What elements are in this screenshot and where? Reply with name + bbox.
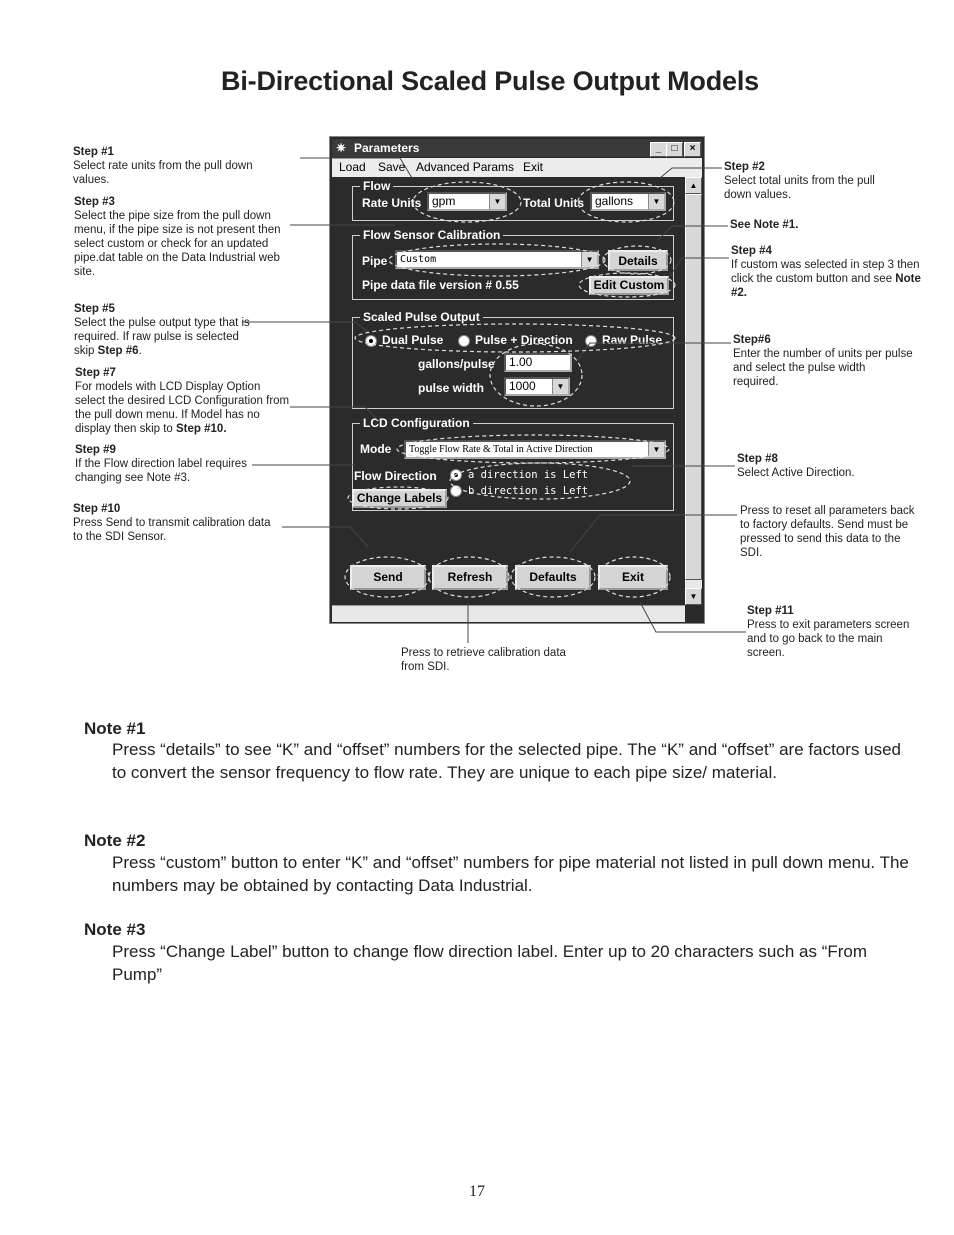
step7-heading: Step #7	[75, 367, 116, 379]
highlight-send	[345, 557, 429, 597]
step1-text: Select rate units from the pull down values.	[73, 160, 253, 186]
pipe-label: Pipe	[362, 254, 388, 268]
pulse-width-value: 1000	[509, 379, 536, 393]
total-units-value: gallons	[595, 194, 634, 208]
note3-text: Press “Change Label” button to change flow direction label. Enter up to 20 characters such as “From Pump”	[112, 942, 868, 984]
mode-value: Toggle Flow Rate & Total in Active Direction	[409, 444, 593, 455]
menu-save[interactable]: Save	[378, 160, 406, 174]
dual-pulse-label: Dual Pulse	[382, 333, 444, 347]
note1-text: Press “details” to see “K” and “offset” numbers for the selected pipe. The “K” and “offset” are factors used to convert the sensor frequency to flow rate. They are unique to each pipe size/ material.	[112, 740, 901, 782]
rate-units-value: gpm	[432, 194, 456, 208]
step1-heading: Step #1	[73, 146, 114, 158]
direction-a-label: a direction is Left	[468, 469, 589, 481]
highlight-change-labels	[348, 487, 448, 509]
step5-text: Select the pulse output type that is required. If raw pulse is selected skip	[74, 317, 250, 357]
highlight-defaults	[511, 557, 595, 597]
close-icon[interactable]: ×	[684, 142, 701, 157]
chevron-down-icon[interactable]: ▼	[648, 442, 664, 457]
gallons-per-pulse-input[interactable]: 1.00	[504, 353, 572, 372]
step11-text: Press to exit parameters screen and to go back to the main screen.	[747, 619, 910, 659]
chevron-down-icon[interactable]: ▼	[581, 252, 597, 267]
leader-line-step11	[640, 602, 746, 632]
leader-line-note1	[658, 226, 728, 240]
annotation-defaults: Press to reset all parameters back to factory defaults. Send must be pressed to send this data to the SDI.	[740, 505, 915, 559]
step6-text: Enter the number of units per pulse and select the pulse width required.	[733, 348, 913, 388]
highlight-direction	[450, 463, 630, 499]
sensor-group-label: Flow Sensor Calibration	[360, 228, 503, 242]
leader-line-step6	[578, 343, 731, 360]
step4-text: If custom was selected in step 3 then click the custom button and see	[731, 259, 920, 285]
raw-pulse-label: Raw Pulse	[602, 333, 663, 347]
note1-heading: Note #1	[84, 719, 146, 738]
step4-bold: Note #2.	[731, 273, 921, 299]
direction-b-label: b direction is Left	[468, 485, 589, 497]
mode-label: Mode	[360, 442, 392, 456]
menu-exit[interactable]: Exit	[523, 160, 544, 174]
step5-end: .	[138, 345, 142, 357]
maximize-icon[interactable]: □	[666, 142, 683, 157]
step3-heading: Step #3	[74, 196, 115, 208]
step3-text: Select the pipe size from the pull down menu, if the pipe size is not present then select custom or check for an updated pipe.dat table on the Data Industrial web site.	[74, 210, 281, 278]
step11-heading: Step #11	[747, 605, 794, 617]
page-title: Bi-Directional Scaled Pulse Output Models	[221, 66, 759, 96]
annotation-see-note1: See Note #1.	[730, 219, 799, 231]
details-button[interactable]: Details	[608, 250, 668, 271]
defaults-button[interactable]: Defaults	[515, 565, 591, 590]
change-labels-button[interactable]: Change Labels	[352, 489, 447, 508]
step4-heading: Step #4	[731, 245, 772, 257]
highlight-exit	[598, 557, 670, 597]
minimize-icon[interactable]: _	[650, 142, 667, 157]
step2-heading: Step #2	[724, 161, 765, 173]
note3-heading: Note #3	[84, 920, 146, 939]
send-button[interactable]: Send	[350, 565, 426, 590]
total-units-label: Total Units	[523, 196, 585, 210]
pipe-version-label: Pipe data file version # 0.55	[362, 278, 519, 292]
step5-bold: Step #6	[97, 345, 139, 357]
chevron-down-icon[interactable]: ▼	[648, 194, 664, 209]
highlight-edit-custom	[579, 273, 675, 297]
step7-text: For models with LCD Display Option select the desired LCD Configuration from the pull down menu. If Model has no display then skip to	[75, 381, 290, 435]
step6-heading: Step#6	[733, 334, 771, 346]
exit-button[interactable]: Exit	[598, 565, 668, 590]
lcd-group-label: LCD Configuration	[360, 416, 473, 430]
rate-units-label: Rate Units	[362, 196, 422, 210]
step7-bold: Step #10.	[176, 423, 227, 435]
annotation-refresh: Press to retrieve calibration data from SDI.	[401, 647, 566, 673]
flow-group-label: Flow	[360, 179, 393, 193]
step2-text: Select total units from the pull down values.	[724, 175, 875, 201]
flow-direction-label: Flow Direction	[354, 469, 437, 483]
scroll-up-icon[interactable]: ▲	[685, 177, 702, 194]
refresh-button[interactable]: Refresh	[432, 565, 508, 590]
pipe-value: Custom	[400, 254, 437, 265]
chevron-down-icon[interactable]: ▼	[552, 379, 568, 394]
scroll-down-icon[interactable]: ▼	[685, 588, 702, 605]
step9-text: If the Flow direction label requires changing see Note #3.	[75, 458, 247, 484]
leader-line-defaults	[570, 515, 737, 552]
leader-line-step1	[300, 158, 412, 178]
highlight-details	[603, 246, 671, 274]
edit-custom-button[interactable]: Edit Custom	[589, 276, 669, 295]
window-title: Parameters	[354, 141, 420, 155]
chevron-down-icon[interactable]: ▼	[489, 194, 505, 209]
app-icon: ✷	[336, 141, 347, 155]
gallons-per-pulse-label: gallons/pulse	[418, 357, 495, 371]
leader-line-step5	[242, 322, 368, 332]
step5-heading: Step #5	[74, 303, 115, 315]
note2-heading: Note #2	[84, 831, 146, 850]
highlight-pipe	[389, 244, 605, 276]
step9-heading: Step #9	[75, 444, 116, 456]
step8-heading: Step #8	[737, 453, 778, 465]
menu-advanced-params[interactable]: Advanced Params	[416, 160, 515, 174]
step8-text: Select Active Direction.	[737, 467, 855, 479]
pulse-direction-label: Pulse + Direction	[475, 333, 573, 347]
leader-line-step7	[290, 407, 378, 420]
highlight-refresh	[429, 557, 509, 597]
leader-line-step4	[670, 258, 729, 276]
pulse-width-label: pulse width	[418, 381, 484, 395]
pulse-group-label: Scaled Pulse Output	[360, 310, 483, 324]
highlight-pulse-values	[490, 344, 582, 406]
leader-line-step2	[660, 168, 722, 178]
page-number: 17	[469, 1183, 485, 1200]
note2-text: Press “custom” button to enter “K” and “offset” numbers for pipe material not listed in pull down menu. The numbers may be obtained by contacting Data Industrial.	[112, 853, 909, 895]
highlight-mode	[397, 435, 669, 463]
step10-text: Press Send to transmit calibration data to the SDI Sensor.	[73, 517, 271, 543]
step10-heading: Step #10	[73, 503, 121, 515]
highlight-rate-units	[413, 182, 521, 222]
leader-line-step10	[282, 527, 368, 547]
highlight-total-units	[578, 182, 674, 222]
menu-load[interactable]: Load	[339, 160, 366, 174]
